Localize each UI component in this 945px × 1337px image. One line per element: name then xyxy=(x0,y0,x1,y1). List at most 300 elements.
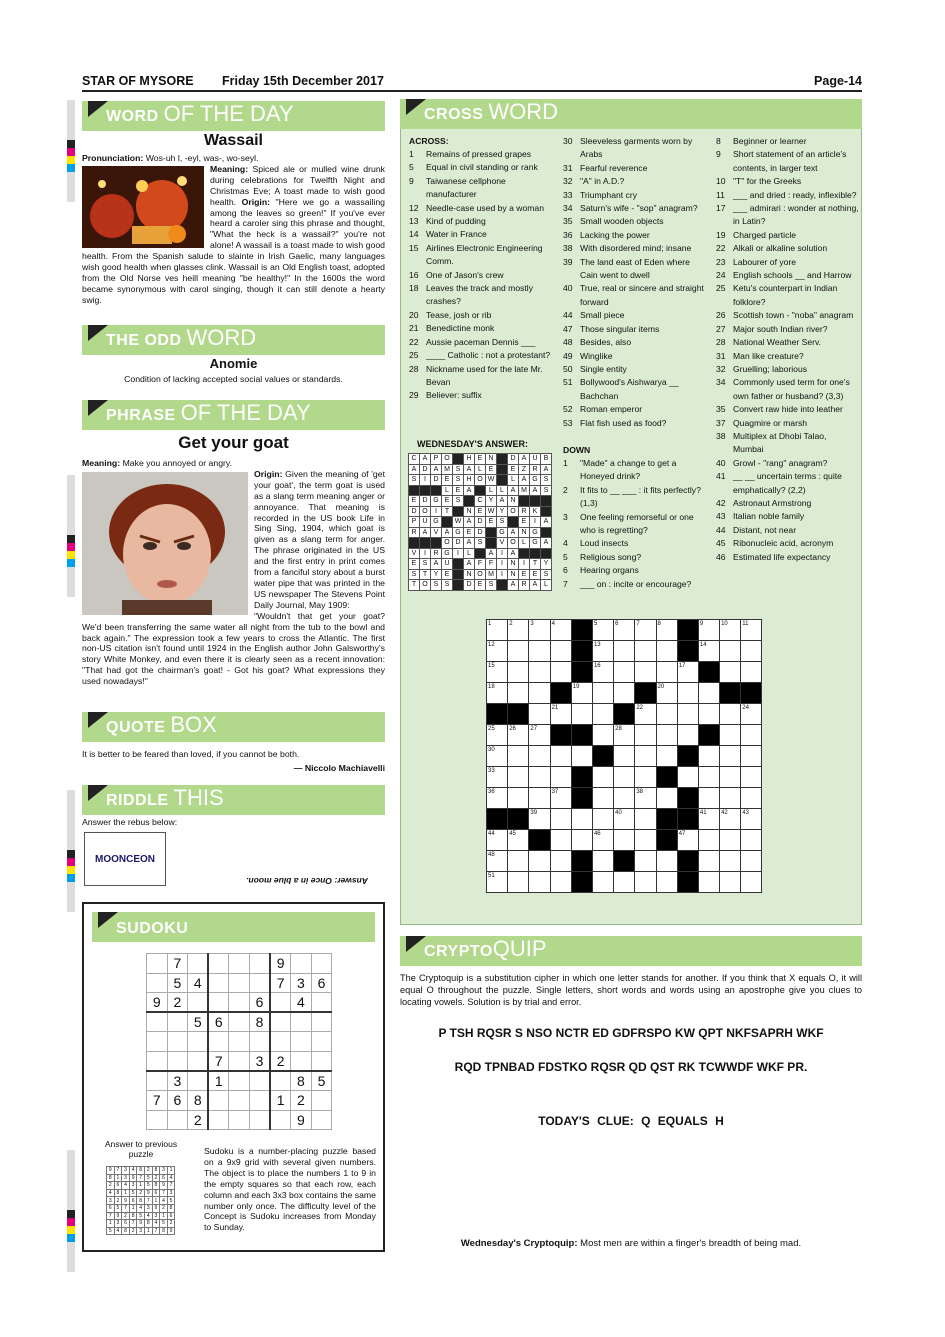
answer-cell xyxy=(453,506,464,517)
sudoku-cell[interactable] xyxy=(147,1032,168,1052)
sudoku-cell[interactable] xyxy=(311,1051,332,1071)
prev-sudoku-cell: 4 xyxy=(107,1189,115,1197)
crossword-cell[interactable]: 24 xyxy=(741,704,762,725)
clue-number: 34 xyxy=(716,377,726,388)
sudoku-cell[interactable] xyxy=(249,1071,270,1091)
sudoku-cell[interactable]: 2 xyxy=(167,993,188,1013)
crossword-cell[interactable]: 47 xyxy=(677,830,698,851)
sudoku-cell[interactable]: 3 xyxy=(167,1071,188,1091)
prev-sudoku-cell: 4 xyxy=(144,1212,152,1220)
sudoku-cell[interactable] xyxy=(249,1032,270,1052)
crossword-cell[interactable] xyxy=(529,662,550,683)
crossword-cell[interactable]: 33 xyxy=(487,767,508,788)
clue-item xyxy=(409,228,554,241)
crossword-cell[interactable] xyxy=(635,641,656,662)
sudoku-cell[interactable] xyxy=(291,1051,312,1071)
prev-sudoku-cell: 9 xyxy=(122,1197,130,1205)
crossword-cell[interactable] xyxy=(614,830,635,851)
crossword-cell[interactable] xyxy=(677,704,698,725)
clue-item xyxy=(716,229,861,242)
crossword-cell[interactable] xyxy=(614,767,635,788)
crossword-cell[interactable]: 8 xyxy=(656,620,677,641)
crossword-cell[interactable] xyxy=(529,767,550,788)
crossword-cell[interactable]: 26 xyxy=(508,725,529,746)
sudoku-cell[interactable]: 9 xyxy=(147,993,168,1013)
crossword-cell[interactable] xyxy=(550,641,571,662)
answer-cell: O xyxy=(442,454,453,465)
prev-sudoku-cell: 7 xyxy=(152,1227,160,1235)
crossword-cell[interactable]: 6 xyxy=(614,620,635,641)
sudoku-cell[interactable] xyxy=(147,1110,168,1130)
crossword-cell[interactable] xyxy=(614,662,635,683)
sudoku-cell[interactable]: 8 xyxy=(188,1091,209,1111)
crossword-cell[interactable] xyxy=(635,851,656,872)
clue-text: Airlines Electronic Engineering Comm. xyxy=(426,242,543,267)
prev-sudoku-cell: 2 xyxy=(167,1220,175,1228)
sudoku-cell[interactable]: 3 xyxy=(291,973,312,993)
crossword-cell[interactable]: 10 xyxy=(720,620,741,641)
answer-cell: U xyxy=(442,559,453,570)
crossword-cell[interactable] xyxy=(592,788,613,809)
crossword-cell[interactable] xyxy=(529,641,550,662)
sudoku-cell[interactable] xyxy=(188,1071,209,1091)
crossword-cell[interactable] xyxy=(550,767,571,788)
clue-text: Flat fish used as food? xyxy=(580,417,667,428)
sudoku-cell[interactable]: 4 xyxy=(291,993,312,1013)
crossword-cell[interactable]: 13 xyxy=(592,641,613,662)
odd-word-definition: Condition of lacking accepted social values or standards. xyxy=(124,374,343,384)
sudoku-cell[interactable]: 9 xyxy=(270,954,291,974)
crossword-cell[interactable]: 48 xyxy=(487,851,508,872)
clue-text: Man like creature? xyxy=(733,350,804,361)
crossword-cell[interactable] xyxy=(698,788,719,809)
crossword-cell[interactable] xyxy=(741,767,762,788)
crossword-cell[interactable] xyxy=(635,872,656,893)
crossword-cell[interactable]: 4 xyxy=(550,620,571,641)
sudoku-cell[interactable] xyxy=(311,954,332,974)
crossword-cell[interactable]: 45 xyxy=(508,830,529,851)
clue-item xyxy=(409,269,554,282)
crossword-cell[interactable]: 18 xyxy=(487,683,508,704)
sudoku-cell[interactable] xyxy=(147,973,168,993)
sudoku-cell[interactable]: 9 xyxy=(291,1110,312,1130)
crossword-cell[interactable] xyxy=(698,872,719,893)
crossword-cell[interactable] xyxy=(741,641,762,662)
crossword-cell[interactable] xyxy=(635,662,656,683)
sudoku-cell[interactable]: 5 xyxy=(167,973,188,993)
crossword-cell[interactable] xyxy=(741,746,762,767)
answer-cell: C xyxy=(475,496,486,507)
crossword-cell[interactable] xyxy=(529,683,550,704)
answer-cell: D xyxy=(508,454,519,465)
crossword-cell[interactable] xyxy=(677,683,698,704)
sudoku-cell[interactable] xyxy=(188,1051,209,1071)
clue-number: 28 xyxy=(716,337,726,348)
sudoku-cell[interactable]: 7 xyxy=(270,973,291,993)
answer-cell: N xyxy=(508,559,519,570)
answer-cell: V xyxy=(497,538,508,549)
sudoku-cell[interactable] xyxy=(229,1012,250,1032)
crossword-cell[interactable] xyxy=(571,809,592,830)
across-clues-1 xyxy=(409,148,554,403)
sudoku-cell[interactable] xyxy=(249,1091,270,1111)
crossword-cell[interactable]: 2 xyxy=(508,620,529,641)
sudoku-cell[interactable]: 8 xyxy=(291,1071,312,1091)
crossword-cell[interactable] xyxy=(720,641,741,662)
crossword-cell[interactable]: 46 xyxy=(592,830,613,851)
prev-sudoku-cell: 3 xyxy=(122,1167,130,1175)
crossword-cell[interactable] xyxy=(720,830,741,851)
black-square xyxy=(635,683,656,704)
crossword-cell[interactable] xyxy=(656,851,677,872)
crossword-cell[interactable] xyxy=(677,767,698,788)
crossword-cell[interactable] xyxy=(592,851,613,872)
prev-sudoku-cell: 7 xyxy=(160,1189,168,1197)
crossword-cell[interactable] xyxy=(592,683,613,704)
clue-text: Charged particle xyxy=(733,229,797,240)
crossword-cell[interactable] xyxy=(614,641,635,662)
sudoku-cell[interactable] xyxy=(249,954,270,974)
answer-cell: E xyxy=(442,496,453,507)
crossword-cell[interactable]: 5 xyxy=(592,620,613,641)
crossword-cell[interactable] xyxy=(635,767,656,788)
clue-item xyxy=(563,417,708,430)
sudoku-description: Sudoku is a number-placing puzzle based on a 9x9 grid with several given numbers. The object is to place the numbers 1 to 9 in the empty squares so that each row, each column and each 3x3 box contains the same number only once. The difficulty level of the Concept is Sudoku increases from Monday to Sunday. xyxy=(204,1146,376,1233)
crossword-cell[interactable] xyxy=(550,851,571,872)
clue-number: 47 xyxy=(563,323,573,334)
answer-cell: L xyxy=(464,548,475,559)
clue-text: Short statement of an article's contents, in larger text xyxy=(733,149,847,173)
sudoku-cell[interactable] xyxy=(208,1091,229,1111)
sudoku-cell[interactable]: 5 xyxy=(311,1071,332,1091)
sudoku-cell[interactable] xyxy=(188,1032,209,1052)
sudoku-cell[interactable] xyxy=(229,993,250,1013)
answer-cell xyxy=(431,538,442,549)
crossword-cell[interactable] xyxy=(698,683,719,704)
sudoku-grid[interactable] xyxy=(146,953,332,1130)
sudoku-cell[interactable] xyxy=(249,973,270,993)
answer-cell: E xyxy=(453,485,464,496)
crossword-cell[interactable] xyxy=(571,746,592,767)
clue-item xyxy=(563,256,708,283)
crossword-cell[interactable]: 14 xyxy=(698,641,719,662)
sudoku-cell[interactable]: 4 xyxy=(188,973,209,993)
quote-author: — Niccolo Machiavelli xyxy=(293,763,385,773)
answer-cell xyxy=(431,485,442,496)
sudoku-cell[interactable]: 1 xyxy=(270,1091,291,1111)
crossword-cell[interactable] xyxy=(529,851,550,872)
sudoku-cell[interactable]: 6 xyxy=(208,1012,229,1032)
sudoku-cell[interactable] xyxy=(167,1110,188,1130)
crossword-cell[interactable]: 22 xyxy=(635,704,656,725)
crossword-cell[interactable]: 37 xyxy=(550,788,571,809)
sudoku-cell[interactable]: 6 xyxy=(167,1091,188,1111)
prev-sudoku-cell: 5 xyxy=(137,1212,145,1220)
clue-text: Ribonucleic acid, acronym xyxy=(733,538,834,549)
sudoku-cell[interactable]: 7 xyxy=(208,1051,229,1071)
phrase-body: Meaning: Make you annoyed or angry. Origin: Given the meaning of 'get your goat', the term goat is used as a slang term meaning anger or annoyance. That meaning is recorded in the US book Life in Sing Sing, 1904, which goat is given as a slang term for anger. The phrase originated in the US and the first entry in print comes from a fanciful story about a burst water pipe that was printed in the US newspaper The Stevens Point Daily Journal, May 1909: "Wouldn't that get your goat? We'd been transferring the same water all night from the tub to the bowl and back again." The expression took a few years to cross the Atlantic. The first non-US citation isn't found until 1924 in the English author John Galsworthy's story White Monkey, and even there it is clearly seen as a recent innovation: "That had got the chairman's goat! - Got his goat? What expressions they used nowadays!" xyxy=(82,458,385,687)
crossword-cell[interactable] xyxy=(656,788,677,809)
crossword-cell[interactable]: 44 xyxy=(487,830,508,851)
crossword-cell[interactable] xyxy=(635,809,656,830)
black-square xyxy=(614,704,635,725)
crossword-cell[interactable] xyxy=(720,725,741,746)
clue-item xyxy=(716,350,861,363)
crossword-cell[interactable]: 42 xyxy=(720,809,741,830)
answer-cell xyxy=(541,496,552,507)
crossword-cell[interactable]: 16 xyxy=(592,662,613,683)
crossword-cell[interactable] xyxy=(614,683,635,704)
crossword-cell[interactable] xyxy=(614,746,635,767)
clue-number: 40 xyxy=(716,457,726,468)
crossword-cell[interactable] xyxy=(529,746,550,767)
crossword-cell[interactable] xyxy=(635,725,656,746)
answer-cell: T xyxy=(442,506,453,517)
crossword-cell[interactable] xyxy=(656,725,677,746)
sudoku-cell[interactable] xyxy=(270,993,291,1013)
crossword-cell[interactable] xyxy=(614,872,635,893)
clue-number: 33 xyxy=(563,189,573,200)
crossword-cell[interactable]: 27 xyxy=(529,725,550,746)
clue-number: 2 xyxy=(563,484,568,495)
clue-text: With disordered mind; insane xyxy=(580,243,692,254)
prev-sudoku-cell: 5 xyxy=(144,1182,152,1190)
prev-sudoku-cell: 5 xyxy=(129,1189,137,1197)
crossword-cell[interactable]: 3 xyxy=(529,620,550,641)
crossword-cell[interactable] xyxy=(508,683,529,704)
crossword-cell[interactable] xyxy=(592,872,613,893)
crossword-cell[interactable] xyxy=(592,809,613,830)
answer-cell: G xyxy=(530,538,541,549)
crossword-cell[interactable]: 1 xyxy=(487,620,508,641)
crossword-cell[interactable] xyxy=(656,872,677,893)
crossword-cell[interactable] xyxy=(592,704,613,725)
sudoku-cell[interactable] xyxy=(229,1032,250,1052)
crossword-cell[interactable]: 11 xyxy=(741,620,762,641)
crossword-cell[interactable] xyxy=(741,851,762,872)
clue-number: 9 xyxy=(409,175,414,186)
sudoku-cell[interactable]: 7 xyxy=(167,954,188,974)
sudoku-cell[interactable] xyxy=(229,1110,250,1130)
crossword-cell[interactable] xyxy=(656,704,677,725)
clue-item xyxy=(716,497,861,510)
crossword-cell[interactable] xyxy=(698,767,719,788)
crossword-cell[interactable]: 12 xyxy=(487,641,508,662)
sudoku-cell[interactable] xyxy=(147,1051,168,1071)
previous-answer-label: Answer to previous puzzle xyxy=(104,1139,178,1159)
sudoku-cell[interactable] xyxy=(208,1032,229,1052)
crossword-cell[interactable] xyxy=(571,830,592,851)
black-square xyxy=(571,788,592,809)
crossword-cell[interactable] xyxy=(508,767,529,788)
sudoku-cell[interactable]: 1 xyxy=(208,1071,229,1091)
sudoku-cell[interactable]: 6 xyxy=(249,993,270,1013)
crossword-cell[interactable] xyxy=(508,872,529,893)
sudoku-cell[interactable] xyxy=(229,954,250,974)
black-square xyxy=(677,872,698,893)
prev-sudoku-cell: 8 xyxy=(137,1197,145,1205)
crossword-cell[interactable] xyxy=(550,809,571,830)
crossword-cell[interactable]: 20 xyxy=(656,683,677,704)
crossword-cell[interactable] xyxy=(720,746,741,767)
crossword-cell[interactable] xyxy=(635,746,656,767)
crossword-cell[interactable]: 21 xyxy=(550,704,571,725)
crossword-cell[interactable] xyxy=(720,767,741,788)
clue-number: 36 xyxy=(563,229,573,240)
clue-item xyxy=(716,363,861,376)
sudoku-cell[interactable] xyxy=(311,1032,332,1052)
crossword-cell[interactable] xyxy=(677,725,698,746)
sudoku-cell[interactable] xyxy=(249,1110,270,1130)
crossword-cell[interactable] xyxy=(698,704,719,725)
sudoku-cell[interactable]: 2 xyxy=(270,1051,291,1071)
crossword-cell[interactable] xyxy=(508,641,529,662)
crossword-cell[interactable] xyxy=(550,662,571,683)
clue-item xyxy=(563,578,708,591)
sudoku-cell[interactable] xyxy=(188,954,209,974)
crossword-cell[interactable] xyxy=(698,746,719,767)
crossword-cell[interactable] xyxy=(550,746,571,767)
sudoku-cell[interactable] xyxy=(229,1071,250,1091)
clue-number: 1 xyxy=(563,458,568,468)
sudoku-cell[interactable] xyxy=(311,1091,332,1111)
crossword-cell[interactable] xyxy=(508,662,529,683)
crossword-cell[interactable]: 36 xyxy=(487,788,508,809)
sudoku-cell[interactable]: 7 xyxy=(147,1091,168,1111)
crossword-cell[interactable] xyxy=(635,830,656,851)
sudoku-cell[interactable] xyxy=(229,1091,250,1111)
sudoku-cell[interactable] xyxy=(147,1012,168,1032)
crossword-cell[interactable] xyxy=(656,746,677,767)
clue-item xyxy=(563,457,708,484)
sudoku-cell[interactable] xyxy=(188,993,209,1013)
sudoku-cell[interactable] xyxy=(229,1051,250,1071)
crossword-cell[interactable] xyxy=(508,851,529,872)
sudoku-cell[interactable] xyxy=(291,954,312,974)
clue-item xyxy=(409,202,554,215)
sudoku-cell[interactable]: 3 xyxy=(249,1051,270,1071)
prev-sudoku-cell: 3 xyxy=(167,1189,175,1197)
sudoku-cell[interactable]: 2 xyxy=(188,1110,209,1130)
crossword-cell[interactable] xyxy=(698,851,719,872)
crossword-cell[interactable]: 41 xyxy=(698,809,719,830)
sudoku-cell[interactable]: 5 xyxy=(188,1012,209,1032)
sudoku-cell[interactable] xyxy=(208,1110,229,1130)
sudoku-cell[interactable] xyxy=(270,1110,291,1130)
crossword-cell[interactable]: 17 xyxy=(677,662,698,683)
sudoku-cell[interactable] xyxy=(167,1051,188,1071)
crossword-cell[interactable] xyxy=(720,872,741,893)
crossword-cell[interactable] xyxy=(656,662,677,683)
crossword-cell[interactable]: 7 xyxy=(635,620,656,641)
answer-cell: A xyxy=(409,464,420,475)
clue-number: 4 xyxy=(563,538,568,549)
crossword-cell[interactable] xyxy=(741,725,762,746)
crossword-cell[interactable] xyxy=(592,725,613,746)
sudoku-cell[interactable] xyxy=(208,973,229,993)
crossword-cell[interactable] xyxy=(550,830,571,851)
crossword-cell[interactable]: 15 xyxy=(487,662,508,683)
crossword-cell[interactable]: 43 xyxy=(741,809,762,830)
sudoku-cell[interactable]: 8 xyxy=(249,1012,270,1032)
crossword-cell[interactable] xyxy=(529,872,550,893)
sudoku-cell[interactable] xyxy=(270,1071,291,1091)
crossword-cell[interactable]: 19 xyxy=(571,683,592,704)
black-square xyxy=(698,725,719,746)
crossword-cell[interactable] xyxy=(720,704,741,725)
clue-text: One feeling remorseful or one who is regretting? xyxy=(580,511,694,536)
answer-cell: M xyxy=(442,464,453,475)
crossword-cell[interactable] xyxy=(614,788,635,809)
crossword-cell[interactable] xyxy=(529,788,550,809)
crossword-cell[interactable] xyxy=(720,788,741,809)
sudoku-cell[interactable]: 2 xyxy=(291,1091,312,1111)
black-square xyxy=(571,641,592,662)
sudoku-cell[interactable] xyxy=(167,1012,188,1032)
crossword-cell[interactable] xyxy=(741,788,762,809)
quote-text: It is better to be feared than loved, if you cannot be both. xyxy=(82,749,300,759)
crossword-cell[interactable]: 40 xyxy=(614,809,635,830)
crossword-cell[interactable] xyxy=(508,788,529,809)
sudoku-cell[interactable] xyxy=(167,1032,188,1052)
crossword-grid[interactable] xyxy=(486,619,762,893)
crossword-cell[interactable] xyxy=(508,746,529,767)
sudoku-cell[interactable] xyxy=(291,1032,312,1052)
crossword-cell[interactable] xyxy=(741,830,762,851)
crossword-cell[interactable]: 9 xyxy=(698,620,719,641)
sudoku-cell[interactable] xyxy=(270,1012,291,1032)
crossword-cell[interactable]: 39 xyxy=(529,809,550,830)
crossword-cell[interactable] xyxy=(720,851,741,872)
sudoku-cell[interactable] xyxy=(291,1012,312,1032)
sudoku-cell[interactable] xyxy=(208,954,229,974)
crossword-cell[interactable] xyxy=(592,767,613,788)
answer-cell: L xyxy=(519,538,530,549)
sudoku-cell[interactable] xyxy=(311,1012,332,1032)
crossword-cell[interactable] xyxy=(571,704,592,725)
crossword-cell[interactable] xyxy=(656,641,677,662)
sudoku-cell[interactable] xyxy=(229,973,250,993)
answer-cell: T xyxy=(409,580,420,591)
crossword-cell[interactable] xyxy=(698,830,719,851)
rebus-box: MOONCEON xyxy=(84,832,166,886)
crossword-cell[interactable] xyxy=(741,872,762,893)
crossword-cell[interactable] xyxy=(550,872,571,893)
sudoku-cell[interactable] xyxy=(147,1071,168,1091)
word-of-day-banner: WORD OF THE DAY xyxy=(82,101,385,131)
clue-item xyxy=(563,242,708,255)
sudoku-cell[interactable] xyxy=(147,954,168,974)
crossword-cell[interactable]: 30 xyxy=(487,746,508,767)
clue-item xyxy=(563,403,708,416)
sudoku-cell[interactable] xyxy=(311,1110,332,1130)
crossword-cell[interactable] xyxy=(741,662,762,683)
crossword-cell[interactable] xyxy=(529,704,550,725)
answer-cell: W xyxy=(486,475,497,486)
crossword-cell[interactable]: 51 xyxy=(487,872,508,893)
sudoku-cell[interactable] xyxy=(311,993,332,1013)
answer-cell: Z xyxy=(519,464,530,475)
crossword-cell[interactable]: 38 xyxy=(635,788,656,809)
crossword-cell[interactable]: 28 xyxy=(614,725,635,746)
sudoku-cell[interactable]: 6 xyxy=(311,973,332,993)
answer-cell xyxy=(420,485,431,496)
crossword-cell[interactable]: 25 xyxy=(487,725,508,746)
prev-sudoku-cell: 5 xyxy=(144,1174,152,1182)
crossword-cell[interactable] xyxy=(720,662,741,683)
sudoku-cell[interactable] xyxy=(208,993,229,1013)
sudoku-cell[interactable] xyxy=(270,1032,291,1052)
